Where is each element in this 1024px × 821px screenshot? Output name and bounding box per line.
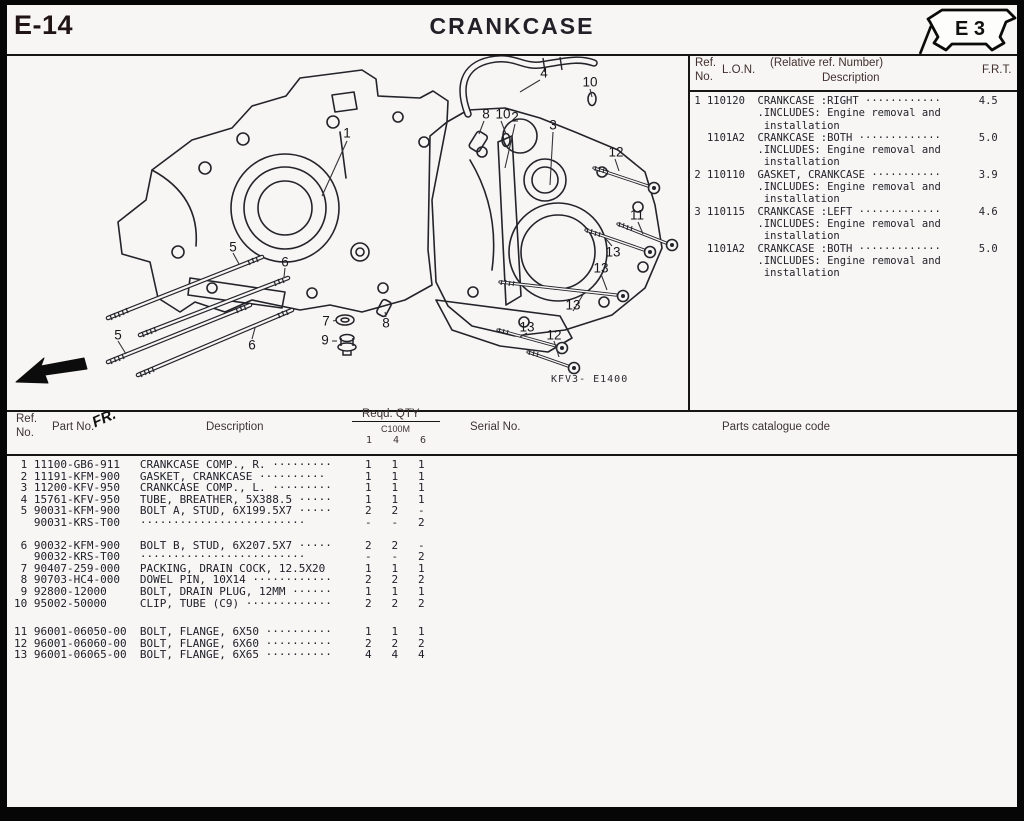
parts-desc-header: Description [206, 421, 264, 433]
lon-col-header: L.O.N. [722, 64, 756, 76]
ref-col-header: Ref. [695, 57, 717, 69]
ref-row-includes: installation [688, 193, 840, 206]
crankcase-exploded-diagram [6, 56, 688, 410]
ref-row-includes: .INCLUDES: Engine removal and [688, 217, 941, 230]
ref-row: 1101A2 CRANKCASE :BOTH ············· 5.0 [688, 242, 998, 255]
frt-col-header: F.R.T. [982, 64, 1012, 76]
desc-col-header: (Relative ref. Number) [770, 57, 884, 69]
callout-4: 4 [540, 65, 548, 81]
parts-partno-header: Part No. [52, 421, 95, 433]
callout-12: 12 [608, 144, 624, 160]
callout-12: 12 [546, 327, 562, 343]
parts-row: 7 90407-259-000 PACKING, DRAIN COCK, 12.5X20 1 1 1 [14, 561, 425, 575]
crankcase-right-drawing [118, 70, 448, 312]
callout-7: 7 [322, 313, 330, 329]
page-code: E-14 [14, 10, 74, 40]
qty-col-1: 1 [366, 435, 373, 446]
callout-3: 3 [549, 117, 557, 133]
ref-row-includes: installation [688, 156, 840, 169]
ref-row-includes: installation [688, 119, 840, 132]
desc-col-header2: Description [822, 72, 880, 84]
washer-drawing [336, 315, 354, 325]
callout-8: 8 [482, 106, 490, 122]
callout-13: 13 [565, 297, 581, 313]
callout-11: 11 [629, 207, 645, 223]
section-badge-icon [918, 6, 1018, 56]
callout-5: 5 [229, 239, 237, 255]
callout-10: 10 [582, 74, 598, 90]
stud-bolts-drawing [108, 254, 292, 377]
callout-2: 2 [511, 109, 519, 125]
ref-row-includes: .INCLUDES: Engine removal and [688, 107, 941, 120]
drain-bolt-drawing [338, 335, 356, 356]
parts-row: 4 15761-KFV-950 TUBE, BREATHER, 5X388.5 ····· 1 1 1 [14, 492, 425, 506]
page-title: CRANKCASE [429, 13, 595, 39]
qty-model-header: C100M [381, 424, 411, 434]
callout-13: 13 [605, 244, 621, 260]
parts-ref-header2: No. [16, 427, 34, 439]
fr-arrow-icon [16, 358, 87, 383]
parts-row: 10 95002-50000 CLIP, TUBE (C9) ············· 2 2 2 [14, 596, 425, 610]
catalogue-header: Parts catalogue code [722, 421, 831, 433]
parts-row: 11 96001-06050-00 BOLT, FLANGE, 6X50 ·········· 1 1 1 [14, 625, 425, 639]
qty-col-4: 4 [393, 435, 400, 446]
ref-row: 2 110110 GASKET, CRANKCASE ··········· 3.9 [688, 168, 998, 181]
dowel-pin-drawing [376, 130, 489, 317]
parts-table-rows [14, 459, 1014, 661]
parts-row: 3 11200-KFV-950 CRANKCASE COMP., L. ········· 1 1 1 [14, 481, 425, 495]
section-badge-label: E 3 [954, 18, 986, 40]
callout-6: 6 [248, 337, 256, 353]
qty-group-rule [352, 421, 440, 422]
callout-8: 8 [382, 315, 390, 331]
diagram-code: KFV3- E1400 [551, 374, 629, 385]
qty-col-6: 6 [420, 435, 427, 446]
table-header-rule [0, 454, 1024, 456]
crankcase-left-drawing [432, 108, 662, 336]
ref-row-includes: .INCLUDES: Engine removal and [688, 144, 941, 157]
parts-row: 1 11100-GB6-911 CRANKCASE COMP., R. ········· 1 1 1 [14, 458, 425, 471]
ref-row: 1101A2 CRANKCASE :BOTH ············· 5.0 [688, 131, 998, 144]
ref-panel-rows [688, 95, 1018, 279]
callout-9: 9 [321, 332, 329, 348]
ref-row-includes: .INCLUDES: Engine removal and [688, 254, 941, 267]
ref-row: 1 110120 CRANKCASE :RIGHT ············ 4.5 [688, 95, 998, 107]
fr-label: FR. [89, 405, 119, 432]
breather-tube-drawing [463, 57, 594, 114]
callout-5: 5 [114, 327, 122, 343]
callout-10: 10 [495, 106, 511, 122]
qty-group-header: Reqd. QTY [362, 408, 420, 420]
parts-row: 9 92800-12000 BOLT, DRAIN PLUG, 12MM ······ 1 1 1 [14, 584, 425, 598]
parts-ref-header: Ref. [16, 413, 38, 425]
parts-row: 5 90031-KFM-900 BOLT A, STUD, 6X199.5X7 ····· 2 2 - [14, 504, 425, 518]
callout-6: 6 [281, 254, 289, 270]
parts-row: 12 96001-06060-00 BOLT, FLANGE, 6X60 ·········· 2 2 2 [14, 636, 425, 650]
parts-row: 6 90032-KFM-900 BOLT B, STUD, 6X207.5X7 ····· 2 2 - [14, 538, 425, 552]
serial-header: Serial No. [470, 421, 521, 433]
ref-col-header2: No. [695, 71, 713, 83]
callout-13: 13 [593, 260, 609, 276]
parts-row: 2 11191-KFM-900 GASKET, CRANKCASE ·········· 1 1 1 [14, 469, 425, 483]
callout-13: 13 [519, 319, 535, 335]
ref-row-includes: .INCLUDES: Engine removal and [688, 181, 941, 194]
ref-row-includes: installation [688, 230, 840, 243]
callout-1: 1 [343, 125, 351, 141]
ref-row: 3 110115 CRANKCASE :LEFT ············· 4.6 [688, 205, 998, 218]
parts-row: 8 90703-HC4-000 DOWEL PIN, 10X14 ············ 2 2 2 [14, 573, 425, 587]
parts-row: 13 96001-06065-00 BOLT, FLANGE, 6X65 ·········· 4 4 4 [14, 648, 425, 662]
parts-row: 90031-KRS-T00 ························· - - 2 [14, 515, 425, 529]
ref-panel-header-rule [688, 90, 1018, 92]
parts-row: 90032-KRS-T00 ························· - - 2 [14, 550, 425, 564]
ref-row-includes: installation [688, 267, 840, 280]
table-top-rule [0, 410, 1024, 412]
